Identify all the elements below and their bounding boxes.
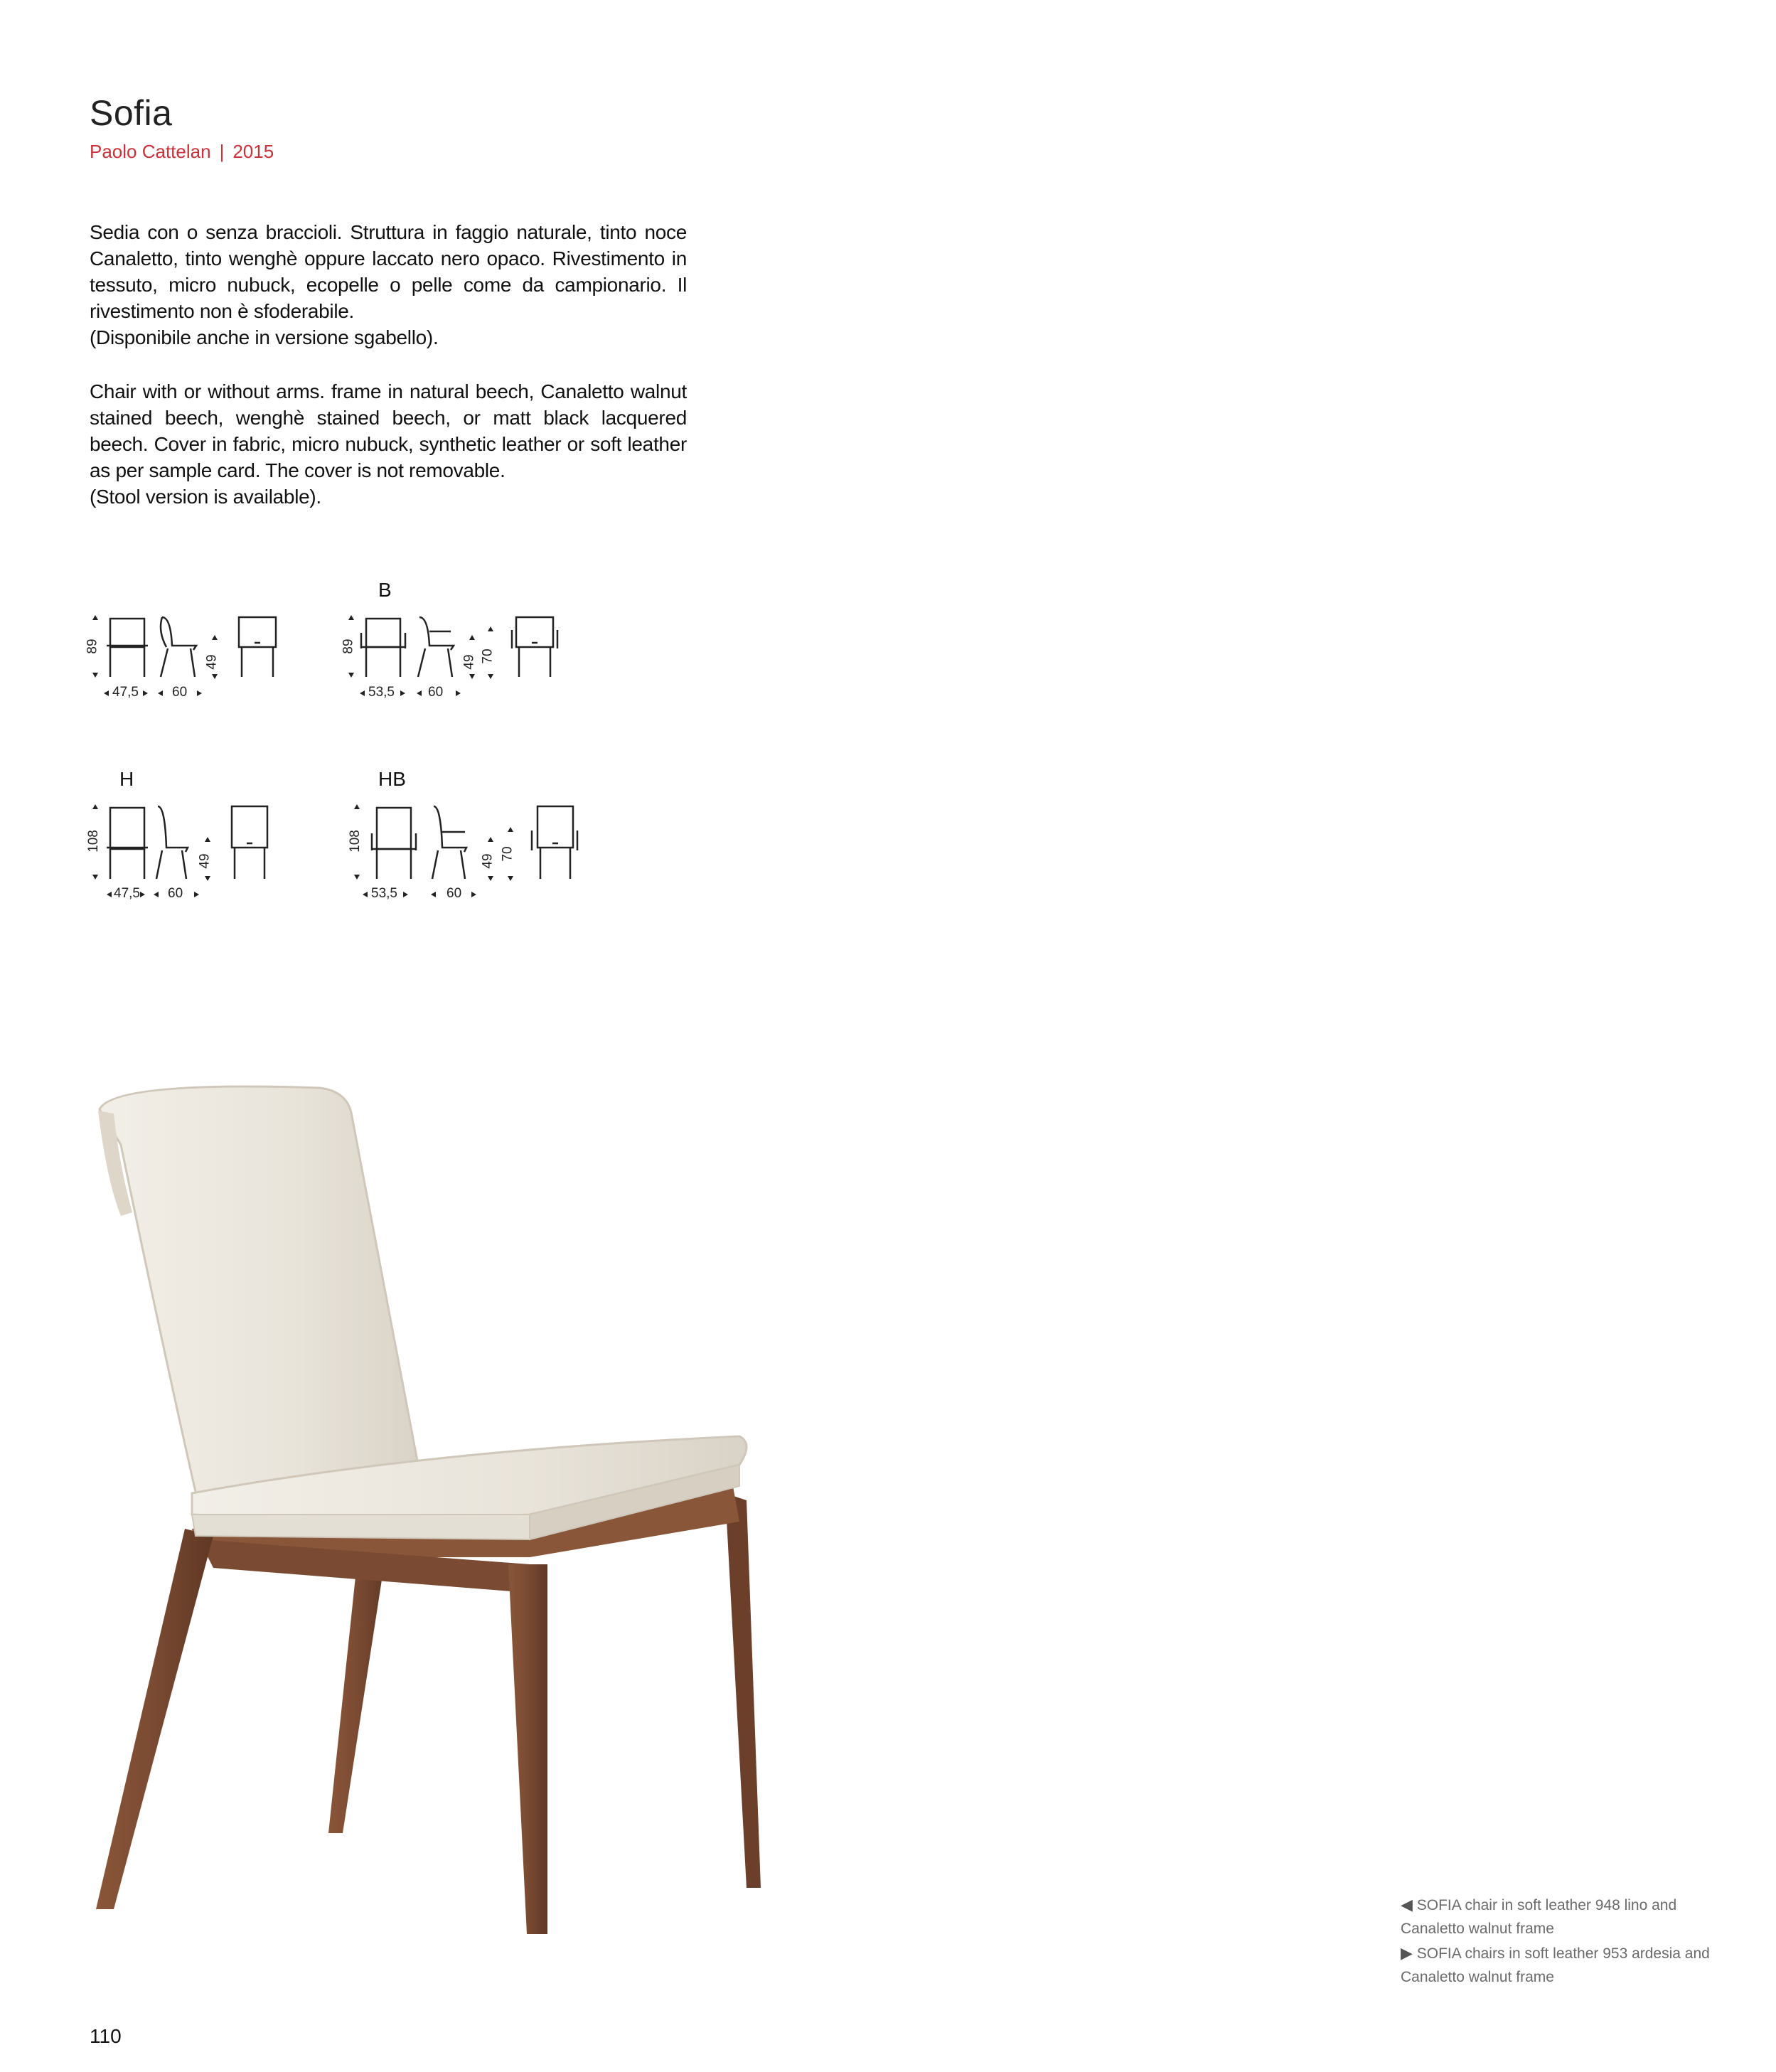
b-height: 89 <box>341 639 356 654</box>
variant-hb-drawing <box>354 804 577 881</box>
hb-height: 108 <box>347 830 363 853</box>
product-title: Sofia <box>90 93 173 133</box>
english-description-text: Chair with or without arms. frame in natural beech, Canaletto walnut stained beech, wenghè stained beech, or matt black lacquered beech. Cover in fabric, micro nubuck, synthetic leather or soft leather as per sample card. The cover is not removable. <box>90 380 687 481</box>
italian-description-text: Sedia con o senza braccioli. Struttura in faggio naturale, tinto noce Canaletto, tinto wenghè oppure laccato nero opaco. Rivestimento in tessuto, micro nubuck, ecopelle o pelle come da campionario. Il rivestimento non è sfoderabile. <box>90 221 687 322</box>
h-depth: 60 <box>168 886 183 901</box>
italian-description-note: (Disponibile anche in versione sgabello). <box>90 326 439 348</box>
hb-width: 53,5 <box>371 886 397 901</box>
english-description-note: (Stool version is available). <box>90 486 321 508</box>
front-right-leg <box>508 1564 547 1934</box>
h-height: 108 <box>85 830 101 853</box>
standard-height: 89 <box>85 639 100 654</box>
caption-1-text: SOFIA chair in soft leather 948 lino and Canaletto walnut frame <box>1401 1897 1677 1937</box>
front-left-leg <box>96 1529 213 1909</box>
variant-label-hb: HB <box>378 768 406 790</box>
separator: | <box>219 141 225 162</box>
standard-width: 47,5 <box>112 685 139 700</box>
back-left-leg <box>725 1493 761 1888</box>
h-seat-height: 49 <box>197 853 213 869</box>
variant-h-drawing <box>92 804 267 881</box>
back-right-leg <box>328 1543 387 1833</box>
variant-b-drawing <box>348 615 557 679</box>
hb-seat-height: 49 <box>480 853 496 869</box>
b-arm-height: 70 <box>480 648 496 664</box>
designer-name: Paolo Cattelan <box>90 141 211 162</box>
variant-label-b: B <box>378 579 392 601</box>
h-width: 47,5 <box>114 886 140 901</box>
variant-label-h: H <box>119 768 134 790</box>
standard-depth: 60 <box>172 685 188 700</box>
caption-right-arrow-icon: ▶ <box>1401 1944 1413 1962</box>
design-year: 2015 <box>232 141 274 162</box>
caption-2-text: SOFIA chairs in soft leather 953 ardesia and Canaletto walnut frame <box>1401 1945 1710 1985</box>
b-seat-height: 49 <box>461 654 477 670</box>
caption-left-arrow-icon: ◀ <box>1401 1896 1413 1913</box>
b-depth: 60 <box>428 685 444 700</box>
page-number: 110 <box>90 2025 122 2047</box>
hb-arm-height: 70 <box>500 846 515 862</box>
variant-standard-drawing <box>92 615 276 679</box>
caption-2 <box>1401 1941 1735 1989</box>
caption-1 <box>1401 1893 1735 1940</box>
b-width: 53,5 <box>368 685 395 700</box>
backrest <box>100 1086 419 1507</box>
hb-depth: 60 <box>446 886 462 901</box>
chair-photo <box>0 1067 853 1934</box>
standard-seat-height: 49 <box>204 654 220 670</box>
